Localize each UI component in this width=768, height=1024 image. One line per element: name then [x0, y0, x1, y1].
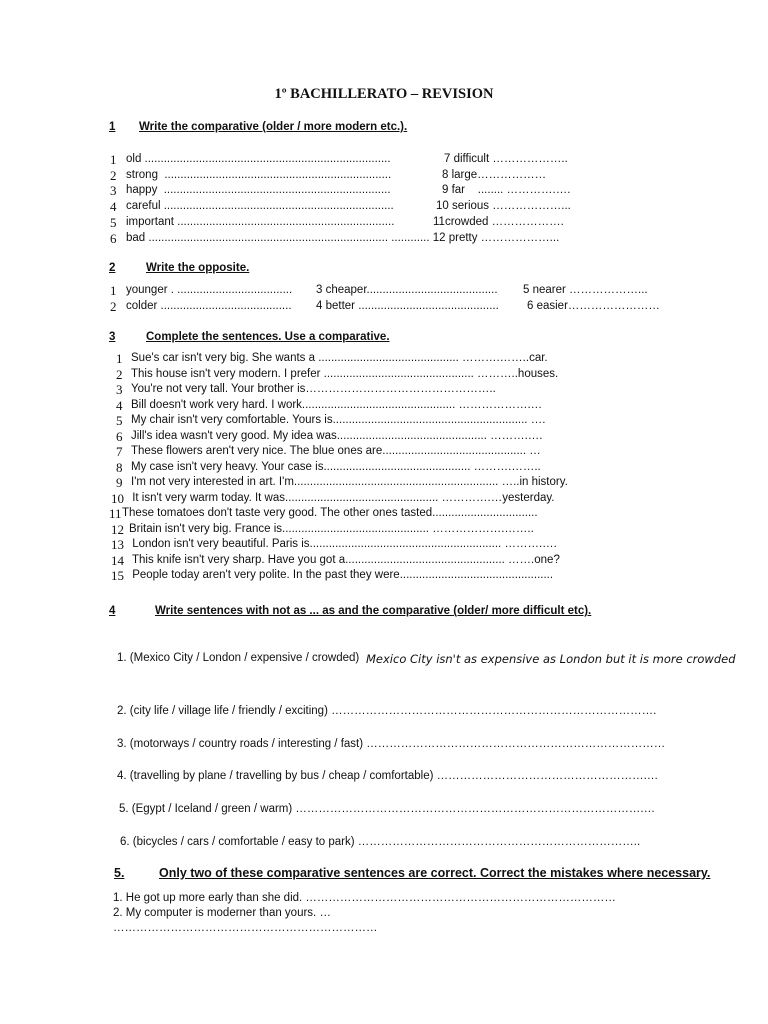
- s1-right: 11crowded ……………….: [433, 216, 564, 228]
- s3-sentence: Sue's car isn't very big. She wants a ............................................ ……….……..car.: [131, 352, 548, 364]
- s5-line: ……………………………………………………………: [113, 922, 378, 934]
- s1-num: 5: [110, 215, 117, 230]
- s3-num: 3: [116, 382, 123, 397]
- section-2-number: 2: [109, 262, 116, 274]
- s4-prompt: 6. (bicycles / cars / comfortable / easy to park) ………………………………………………………………..: [120, 836, 641, 848]
- s3-num: 14: [111, 553, 124, 568]
- s3-num: 6: [116, 429, 123, 444]
- s3-num: 13: [111, 537, 124, 552]
- s3-sentence: I'm not very interested in art. I'm................................................................ …..in history.: [131, 476, 568, 488]
- s2-col3: 6 easier……………………: [527, 300, 660, 312]
- section-3-heading: Complete the sentences. Use a comparative.: [146, 331, 390, 343]
- s2-col3: 5 nearer ………………...: [523, 284, 648, 296]
- section-5-heading: Only two of these comparative sentences are correct. Correct the mistakes where necessary.: [159, 866, 711, 880]
- s1-num: 4: [110, 199, 117, 214]
- section-3-number: 3: [109, 331, 116, 343]
- s2-num: 1: [110, 283, 117, 298]
- section-2-heading: Write the opposite.: [146, 262, 250, 274]
- s4-prompt: 4. (travelling by plane / travelling by bus / cheap / comfortable) ……………………………………………….…: [117, 770, 659, 782]
- s3-num: 15: [111, 568, 124, 583]
- s1-right: 8 large………………: [442, 169, 547, 181]
- s5-line: 1. He got up more early than she did. ………………………………………………………………………: [113, 892, 616, 904]
- s3-num: 4: [116, 398, 123, 413]
- s3-num: 5: [116, 413, 123, 428]
- s3-num: 1: [116, 351, 123, 366]
- s1-num: 3: [110, 183, 117, 198]
- section-1-heading: Write the comparative (older / more modern etc.).: [139, 121, 408, 133]
- s2-col1: colder .........................................: [126, 300, 292, 312]
- s3-sentence: This house isn't very modern. I prefer ............................................... ………..houses.: [131, 368, 559, 380]
- s1-num: 1: [110, 152, 117, 167]
- s1-left: old .............................................................................: [126, 153, 391, 165]
- section-4-heading: Write sentences with not as ... as and the comparative (older/ more difficult etc).: [155, 605, 592, 617]
- s3-sentence: These flowers aren't very nice. The blue ones are............................................. …: [131, 445, 541, 457]
- s3-num: 11: [109, 506, 122, 521]
- page-title: 1º BACHILLERATO – REVISION: [274, 86, 494, 102]
- s1-left: happy .......................................................................: [126, 184, 391, 196]
- s1-left: bad ........................................................................... ............ 12 pretty ………………...: [126, 232, 560, 244]
- s1-left: careful ........................................................................: [126, 200, 394, 212]
- s4-prompt: 1. (Mexico City / London / expensive / crowded): [117, 652, 360, 664]
- s3-num: 2: [116, 367, 123, 382]
- s2-col1: younger . ....................................: [126, 284, 293, 296]
- s3-sentence: It isn't very warm today. It was................................................ ………….…yesterday.: [129, 492, 555, 504]
- s4-handwritten-answer: Mexico City isn't as expensive as London but it is more crowded: [366, 652, 736, 666]
- section-5-number: 5.: [114, 866, 125, 880]
- section-4-number: 4: [109, 605, 116, 617]
- s2-col2: 4 better ............................................: [316, 300, 499, 312]
- s3-num: 7: [116, 444, 123, 459]
- s1-left: strong .......................................................................: [126, 169, 392, 181]
- s1-num: 6: [110, 231, 117, 246]
- s3-sentence: These tomatoes don't taste very good. The other ones tasted.................................: [122, 507, 538, 519]
- s5-line: 2. My computer is moderner than yours. …: [113, 907, 331, 919]
- s3-sentence: My chair isn't very comfortable. Yours is............................................................. ….: [131, 414, 546, 426]
- s3-sentence: Bill doesn't work very hard. I work................................................ ……………….…: [131, 399, 543, 411]
- s4-prompt: 3. (motorways / country roads / interesting / fast) ……………………………………………………………………: [117, 738, 666, 750]
- s3-sentence: You're not very tall. Your brother is…………………………………………..: [131, 383, 496, 395]
- s3-sentence: Britain isn't very big. France is.............................................. ……………….……..: [129, 523, 534, 535]
- s3-num: 10: [111, 491, 124, 506]
- s3-num: 12: [111, 522, 124, 537]
- s3-num: 8: [116, 460, 123, 475]
- section-1-number: 1: [109, 121, 116, 133]
- s2-col2: 3 cheaper.........................................: [316, 284, 498, 296]
- s3-sentence: This knife isn't very sharp. Have you got a.................................................. …….one?: [129, 554, 560, 566]
- s2-num: 2: [110, 299, 117, 314]
- s3-sentence: London isn't very beautiful. Paris is............................................................ ……….….: [129, 538, 557, 550]
- s3-sentence: My case isn't very heavy. Your case is.............................................. ……….……..: [131, 461, 541, 473]
- s4-prompt: 5. (Egypt / Iceland / green / warm) ……………………………………………………………………………….…: [119, 803, 656, 815]
- s3-num: 9: [116, 475, 123, 490]
- s3-sentence: People today aren't very polite. In the past they were................................................: [129, 569, 554, 581]
- s1-num: 2: [110, 168, 117, 183]
- s3-sentence: Jill's idea wasn't very good. My idea was............................................... ……….….: [131, 430, 543, 442]
- s1-left: important ....................................................................: [126, 216, 395, 228]
- s1-right: 9 far ........ ………….….: [442, 184, 571, 196]
- s1-right: 10 serious ………………...: [436, 200, 571, 212]
- s1-right: 7 difficult ………………..: [444, 153, 568, 165]
- s4-prompt: 2. (city life / village life / friendly / exciting) ………………………………………………………………………….: [117, 705, 657, 717]
